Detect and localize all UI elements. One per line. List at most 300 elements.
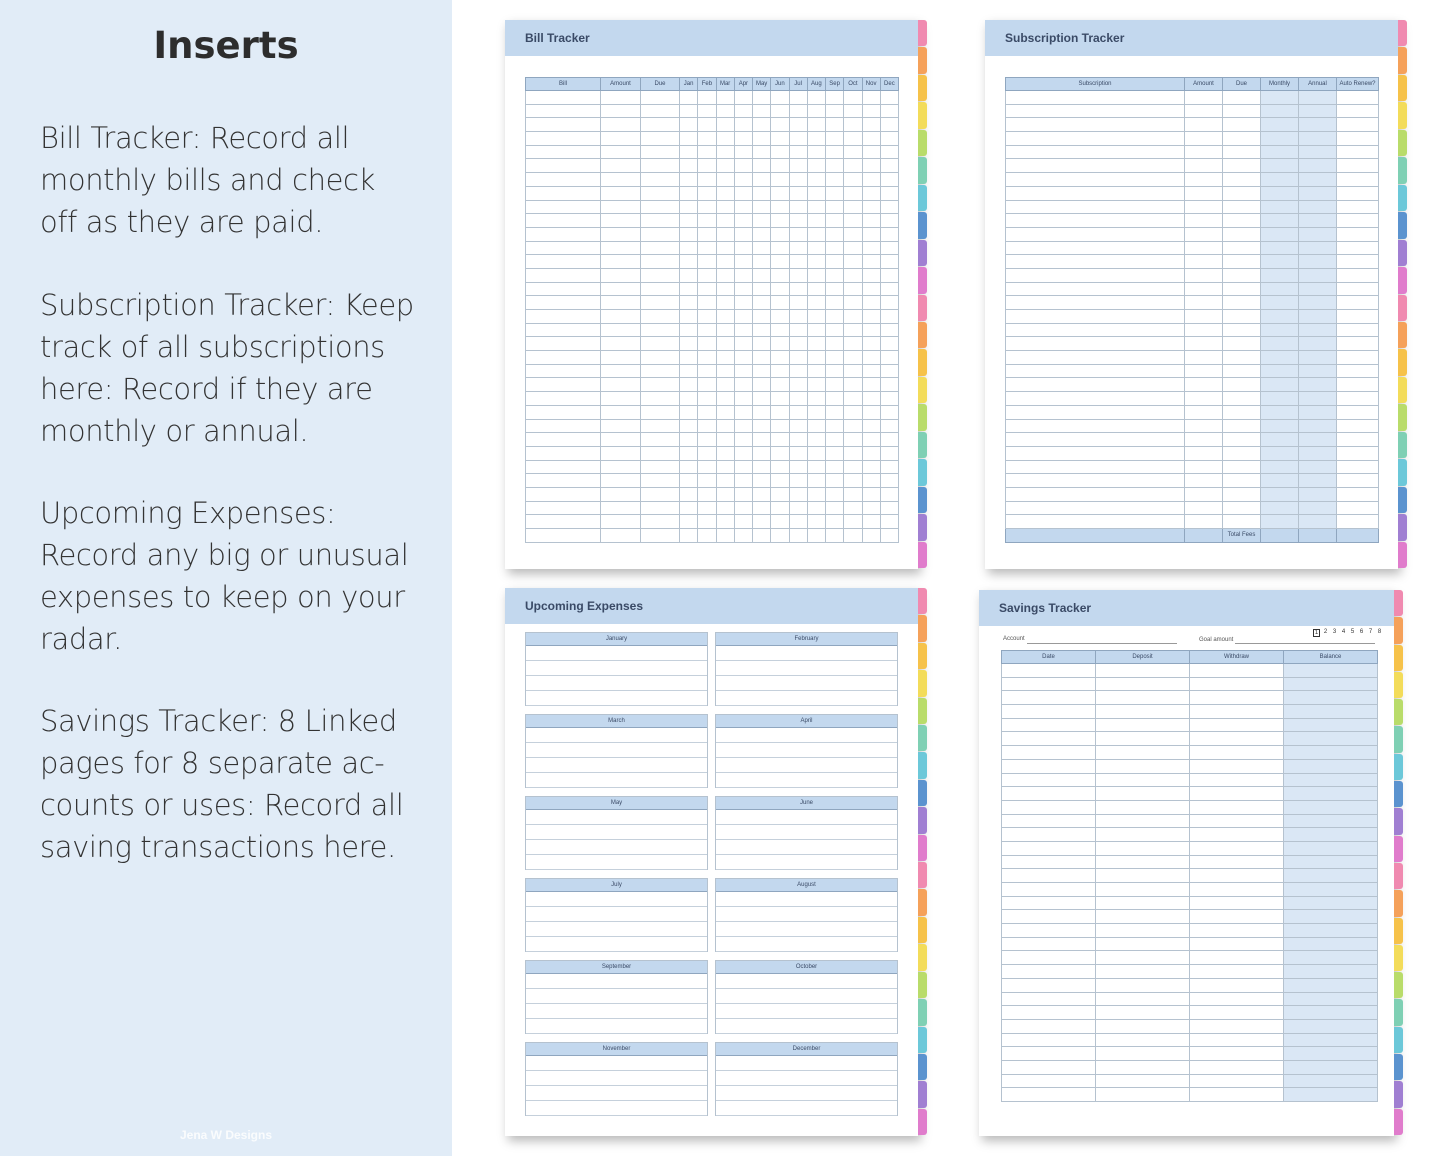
table-cell[interactable] — [680, 351, 698, 365]
table-cell[interactable] — [641, 433, 680, 447]
table-cell[interactable] — [1002, 937, 1096, 951]
table-cell[interactable] — [680, 91, 698, 105]
table-cell[interactable] — [1006, 104, 1185, 118]
table-cell[interactable] — [1299, 337, 1337, 351]
table-cell[interactable] — [807, 296, 825, 310]
table-cell[interactable] — [1337, 419, 1379, 433]
table-cell[interactable] — [771, 337, 789, 351]
section-tab[interactable] — [918, 47, 927, 73]
table-cell[interactable] — [1223, 419, 1261, 433]
table-cell[interactable] — [789, 268, 807, 282]
table-cell[interactable] — [680, 446, 698, 460]
table-cell[interactable] — [1002, 1060, 1096, 1074]
table-cell[interactable] — [1299, 91, 1337, 105]
expense-line[interactable] — [526, 855, 707, 870]
table-cell[interactable] — [789, 214, 807, 228]
table-cell[interactable] — [1185, 433, 1223, 447]
table-cell[interactable] — [526, 186, 601, 200]
table-cell[interactable] — [844, 186, 862, 200]
table-cell[interactable] — [734, 487, 752, 501]
table-cell[interactable] — [680, 310, 698, 324]
section-tab[interactable] — [1394, 918, 1403, 944]
table-cell[interactable] — [1006, 268, 1185, 282]
table-cell[interactable] — [1006, 405, 1185, 419]
table-cell[interactable] — [1337, 405, 1379, 419]
table-cell[interactable] — [698, 446, 716, 460]
table-cell[interactable] — [880, 241, 898, 255]
table-cell[interactable] — [526, 446, 601, 460]
table-cell[interactable] — [1002, 1033, 1096, 1047]
table-cell[interactable] — [807, 364, 825, 378]
table-cell[interactable] — [1261, 227, 1299, 241]
table-cell[interactable] — [1002, 746, 1096, 760]
table-cell[interactable] — [1284, 869, 1378, 883]
table-cell[interactable] — [880, 118, 898, 132]
table-cell[interactable] — [698, 132, 716, 146]
expense-line[interactable] — [526, 937, 707, 952]
section-tab[interactable] — [918, 615, 927, 641]
page-number[interactable]: 4 — [1341, 629, 1346, 635]
table-cell[interactable] — [753, 255, 771, 269]
table-cell[interactable] — [862, 474, 880, 488]
table-cell[interactable] — [1299, 173, 1337, 187]
expense-line[interactable] — [526, 810, 707, 825]
table-cell[interactable] — [680, 433, 698, 447]
table-cell[interactable] — [826, 227, 844, 241]
table-cell[interactable] — [1261, 392, 1299, 406]
table-cell[interactable] — [1337, 323, 1379, 337]
table-cell[interactable] — [1299, 255, 1337, 269]
expense-line[interactable] — [716, 810, 897, 825]
table-cell[interactable] — [698, 145, 716, 159]
table-cell[interactable] — [844, 132, 862, 146]
table-cell[interactable] — [1190, 814, 1284, 828]
table-cell[interactable] — [1299, 419, 1337, 433]
table-cell[interactable] — [526, 241, 601, 255]
table-cell[interactable] — [526, 118, 601, 132]
table-cell[interactable] — [862, 118, 880, 132]
section-tab[interactable] — [918, 102, 927, 128]
table-cell[interactable] — [753, 392, 771, 406]
table-cell[interactable] — [1337, 460, 1379, 474]
table-cell[interactable] — [716, 446, 734, 460]
table-cell[interactable] — [734, 529, 752, 543]
table-cell[interactable] — [734, 501, 752, 515]
table-cell[interactable] — [1223, 227, 1261, 241]
table-cell[interactable] — [716, 405, 734, 419]
section-tab[interactable] — [918, 643, 927, 669]
table-cell[interactable] — [1299, 501, 1337, 515]
table-cell[interactable] — [1185, 255, 1223, 269]
table-cell[interactable] — [1337, 186, 1379, 200]
table-cell[interactable] — [1185, 145, 1223, 159]
section-tab[interactable] — [1398, 47, 1407, 73]
table-cell[interactable] — [826, 268, 844, 282]
expense-line[interactable] — [716, 758, 897, 773]
table-cell[interactable] — [862, 200, 880, 214]
table-cell[interactable] — [844, 378, 862, 392]
table-cell[interactable] — [1299, 515, 1337, 529]
table-cell[interactable] — [601, 104, 641, 118]
table-cell[interactable] — [1002, 883, 1096, 897]
section-tab[interactable] — [918, 889, 927, 915]
table-cell[interactable] — [862, 282, 880, 296]
table-cell[interactable] — [880, 323, 898, 337]
table-cell[interactable] — [771, 515, 789, 529]
table-cell[interactable] — [1223, 159, 1261, 173]
table-cell[interactable] — [1261, 145, 1299, 159]
section-tab[interactable] — [918, 514, 927, 540]
table-cell[interactable] — [807, 104, 825, 118]
section-tab[interactable] — [918, 267, 927, 293]
table-cell[interactable] — [1261, 296, 1299, 310]
table-cell[interactable] — [1190, 1074, 1284, 1088]
table-cell[interactable] — [1261, 474, 1299, 488]
table-cell[interactable] — [1284, 691, 1378, 705]
table-cell[interactable] — [1299, 378, 1337, 392]
table-cell[interactable] — [880, 446, 898, 460]
table-cell[interactable] — [1223, 173, 1261, 187]
table-cell[interactable] — [880, 186, 898, 200]
table-cell[interactable] — [753, 351, 771, 365]
table-cell[interactable] — [698, 296, 716, 310]
table-cell[interactable] — [771, 392, 789, 406]
table-cell[interactable] — [1284, 841, 1378, 855]
table-cell[interactable] — [1261, 351, 1299, 365]
table-cell[interactable] — [826, 145, 844, 159]
table-cell[interactable] — [1096, 1047, 1190, 1061]
table-cell[interactable] — [680, 145, 698, 159]
table-cell[interactable] — [734, 145, 752, 159]
table-cell[interactable] — [789, 501, 807, 515]
table-cell[interactable] — [789, 132, 807, 146]
table-cell[interactable] — [862, 364, 880, 378]
table-cell[interactable] — [771, 200, 789, 214]
expense-line[interactable] — [716, 1086, 897, 1101]
table-cell[interactable] — [844, 227, 862, 241]
table-cell[interactable] — [1284, 732, 1378, 746]
table-cell[interactable] — [862, 132, 880, 146]
table-cell[interactable] — [1190, 677, 1284, 691]
table-cell[interactable] — [1190, 1006, 1284, 1020]
table-cell[interactable] — [1185, 104, 1223, 118]
table-cell[interactable] — [880, 419, 898, 433]
table-cell[interactable] — [844, 474, 862, 488]
table-cell[interactable] — [526, 419, 601, 433]
table-cell[interactable] — [1337, 487, 1379, 501]
table-cell[interactable] — [880, 501, 898, 515]
section-tab[interactable] — [1398, 514, 1407, 540]
table-cell[interactable] — [1337, 310, 1379, 324]
table-cell[interactable] — [826, 132, 844, 146]
table-cell[interactable] — [807, 446, 825, 460]
table-cell[interactable] — [789, 378, 807, 392]
table-cell[interactable] — [716, 364, 734, 378]
table-cell[interactable] — [1096, 759, 1190, 773]
table-cell[interactable] — [1185, 515, 1223, 529]
section-tab[interactable] — [918, 1027, 927, 1053]
expense-line[interactable] — [526, 691, 707, 706]
table-cell[interactable] — [1261, 104, 1299, 118]
table-cell[interactable] — [826, 310, 844, 324]
table-cell[interactable] — [698, 474, 716, 488]
table-cell[interactable] — [734, 310, 752, 324]
goal-amount-field[interactable] — [1235, 643, 1375, 644]
table-cell[interactable] — [1006, 200, 1185, 214]
table-cell[interactable] — [1223, 214, 1261, 228]
section-tab[interactable] — [1394, 945, 1403, 971]
table-cell[interactable] — [1284, 937, 1378, 951]
table-cell[interactable] — [1223, 186, 1261, 200]
table-cell[interactable] — [1002, 924, 1096, 938]
table-cell[interactable] — [1337, 159, 1379, 173]
expense-line[interactable] — [526, 728, 707, 743]
table-cell[interactable] — [1096, 951, 1190, 965]
table-cell[interactable] — [716, 241, 734, 255]
table-cell[interactable] — [1002, 910, 1096, 924]
table-cell[interactable] — [826, 364, 844, 378]
table-cell[interactable] — [1337, 132, 1379, 146]
table-cell[interactable] — [1261, 241, 1299, 255]
table-cell[interactable] — [807, 173, 825, 187]
table-cell[interactable] — [1261, 282, 1299, 296]
table-cell[interactable] — [771, 268, 789, 282]
table-cell[interactable] — [716, 159, 734, 173]
table-cell[interactable] — [807, 186, 825, 200]
table-cell[interactable] — [601, 214, 641, 228]
table-cell[interactable] — [1006, 132, 1185, 146]
table-cell[interactable] — [698, 159, 716, 173]
table-cell[interactable] — [826, 255, 844, 269]
table-cell[interactable] — [1002, 773, 1096, 787]
table-cell[interactable] — [1185, 364, 1223, 378]
table-cell[interactable] — [1006, 460, 1185, 474]
table-cell[interactable] — [1096, 691, 1190, 705]
table-cell[interactable] — [734, 159, 752, 173]
table-cell[interactable] — [1190, 1047, 1284, 1061]
table-cell[interactable] — [1096, 1006, 1190, 1020]
table-cell[interactable] — [1185, 446, 1223, 460]
section-tab[interactable] — [918, 459, 927, 485]
table-cell[interactable] — [734, 255, 752, 269]
table-cell[interactable] — [734, 214, 752, 228]
table-cell[interactable] — [716, 515, 734, 529]
table-cell[interactable] — [826, 433, 844, 447]
table-cell[interactable] — [862, 227, 880, 241]
table-cell[interactable] — [1337, 268, 1379, 282]
table-cell[interactable] — [1223, 118, 1261, 132]
table-cell[interactable] — [698, 323, 716, 337]
table-cell[interactable] — [698, 351, 716, 365]
table-cell[interactable] — [844, 323, 862, 337]
table-cell[interactable] — [862, 145, 880, 159]
table-cell[interactable] — [698, 487, 716, 501]
table-cell[interactable] — [1337, 501, 1379, 515]
table-cell[interactable] — [680, 474, 698, 488]
table-cell[interactable] — [1299, 200, 1337, 214]
table-cell[interactable] — [807, 241, 825, 255]
expense-line[interactable] — [526, 1056, 707, 1071]
total-cell[interactable] — [1337, 529, 1379, 543]
table-cell[interactable] — [1284, 896, 1378, 910]
table-cell[interactable] — [680, 268, 698, 282]
table-cell[interactable] — [1006, 310, 1185, 324]
table-cell[interactable] — [1299, 392, 1337, 406]
table-cell[interactable] — [1299, 364, 1337, 378]
table-cell[interactable] — [826, 529, 844, 543]
table-cell[interactable] — [880, 351, 898, 365]
expense-line[interactable] — [716, 937, 897, 952]
table-cell[interactable] — [698, 405, 716, 419]
table-cell[interactable] — [771, 132, 789, 146]
table-cell[interactable] — [807, 405, 825, 419]
table-cell[interactable] — [1096, 883, 1190, 897]
expense-line[interactable] — [716, 840, 897, 855]
table-cell[interactable] — [826, 515, 844, 529]
table-cell[interactable] — [734, 337, 752, 351]
table-cell[interactable] — [1006, 378, 1185, 392]
table-cell[interactable] — [698, 282, 716, 296]
table-cell[interactable] — [1284, 677, 1378, 691]
table-cell[interactable] — [807, 91, 825, 105]
table-cell[interactable] — [753, 364, 771, 378]
table-cell[interactable] — [844, 419, 862, 433]
table-cell[interactable] — [1006, 282, 1185, 296]
table-cell[interactable] — [844, 214, 862, 228]
table-cell[interactable] — [1299, 104, 1337, 118]
table-cell[interactable] — [753, 529, 771, 543]
table-cell[interactable] — [526, 323, 601, 337]
account-field[interactable] — [1027, 643, 1177, 644]
table-cell[interactable] — [680, 200, 698, 214]
expense-line[interactable] — [716, 825, 897, 840]
table-cell[interactable] — [771, 405, 789, 419]
table-cell[interactable] — [1006, 433, 1185, 447]
table-cell[interactable] — [771, 104, 789, 118]
table-cell[interactable] — [753, 104, 771, 118]
table-cell[interactable] — [862, 529, 880, 543]
table-cell[interactable] — [844, 159, 862, 173]
expense-line[interactable] — [716, 661, 897, 676]
table-cell[interactable] — [1223, 351, 1261, 365]
table-cell[interactable] — [641, 337, 680, 351]
table-cell[interactable] — [789, 529, 807, 543]
table-cell[interactable] — [601, 186, 641, 200]
table-cell[interactable] — [1185, 159, 1223, 173]
section-tab[interactable] — [918, 807, 927, 833]
section-tab[interactable] — [918, 1109, 927, 1135]
table-cell[interactable] — [826, 351, 844, 365]
table-cell[interactable] — [826, 337, 844, 351]
expense-line[interactable] — [716, 743, 897, 758]
table-cell[interactable] — [753, 268, 771, 282]
table-cell[interactable] — [771, 241, 789, 255]
table-cell[interactable] — [1223, 392, 1261, 406]
table-cell[interactable] — [601, 173, 641, 187]
table-cell[interactable] — [771, 255, 789, 269]
table-cell[interactable] — [680, 241, 698, 255]
table-cell[interactable] — [1284, 814, 1378, 828]
table-cell[interactable] — [641, 255, 680, 269]
table-cell[interactable] — [1185, 323, 1223, 337]
table-cell[interactable] — [1096, 732, 1190, 746]
table-cell[interactable] — [716, 323, 734, 337]
table-cell[interactable] — [734, 433, 752, 447]
table-cell[interactable] — [880, 310, 898, 324]
table-cell[interactable] — [1185, 186, 1223, 200]
table-cell[interactable] — [1223, 501, 1261, 515]
table-cell[interactable] — [771, 214, 789, 228]
section-tab[interactable] — [918, 75, 927, 101]
section-tab[interactable] — [1394, 645, 1403, 671]
table-cell[interactable] — [1006, 241, 1185, 255]
table-cell[interactable] — [807, 501, 825, 515]
expense-line[interactable] — [526, 1004, 707, 1019]
table-cell[interactable] — [771, 529, 789, 543]
table-cell[interactable] — [698, 515, 716, 529]
table-cell[interactable] — [844, 91, 862, 105]
table-cell[interactable] — [1190, 883, 1284, 897]
section-tab[interactable] — [1398, 20, 1407, 46]
table-cell[interactable] — [1261, 419, 1299, 433]
table-cell[interactable] — [1096, 1033, 1190, 1047]
table-cell[interactable] — [1190, 773, 1284, 787]
table-cell[interactable] — [1185, 351, 1223, 365]
table-cell[interactable] — [734, 227, 752, 241]
table-cell[interactable] — [880, 405, 898, 419]
table-cell[interactable] — [807, 337, 825, 351]
table-cell[interactable] — [601, 323, 641, 337]
expense-line[interactable] — [716, 1071, 897, 1086]
section-tab[interactable] — [1398, 432, 1407, 458]
table-cell[interactable] — [1185, 282, 1223, 296]
table-cell[interactable] — [771, 433, 789, 447]
table-cell[interactable] — [844, 460, 862, 474]
table-cell[interactable] — [680, 132, 698, 146]
table-cell[interactable] — [826, 405, 844, 419]
table-cell[interactable] — [1261, 200, 1299, 214]
table-cell[interactable] — [1002, 732, 1096, 746]
section-tab[interactable] — [1398, 404, 1407, 430]
table-cell[interactable] — [526, 337, 601, 351]
table-cell[interactable] — [844, 173, 862, 187]
table-cell[interactable] — [641, 460, 680, 474]
table-cell[interactable] — [1223, 460, 1261, 474]
table-cell[interactable] — [526, 433, 601, 447]
table-cell[interactable] — [789, 515, 807, 529]
table-cell[interactable] — [526, 405, 601, 419]
page-number[interactable]: 3 — [1332, 629, 1337, 635]
table-cell[interactable] — [826, 241, 844, 255]
table-cell[interactable] — [1096, 787, 1190, 801]
table-cell[interactable] — [862, 91, 880, 105]
table-cell[interactable] — [753, 419, 771, 433]
table-cell[interactable] — [1284, 1060, 1378, 1074]
table-cell[interactable] — [1096, 705, 1190, 719]
section-tab[interactable] — [1394, 808, 1403, 834]
table-cell[interactable] — [826, 501, 844, 515]
table-cell[interactable] — [1006, 364, 1185, 378]
table-cell[interactable] — [844, 364, 862, 378]
table-cell[interactable] — [844, 241, 862, 255]
section-tab[interactable] — [1394, 972, 1403, 998]
table-cell[interactable] — [698, 241, 716, 255]
section-tab[interactable] — [918, 588, 927, 614]
table-cell[interactable] — [1337, 173, 1379, 187]
table-cell[interactable] — [526, 255, 601, 269]
table-cell[interactable] — [1190, 869, 1284, 883]
table-cell[interactable] — [1002, 718, 1096, 732]
